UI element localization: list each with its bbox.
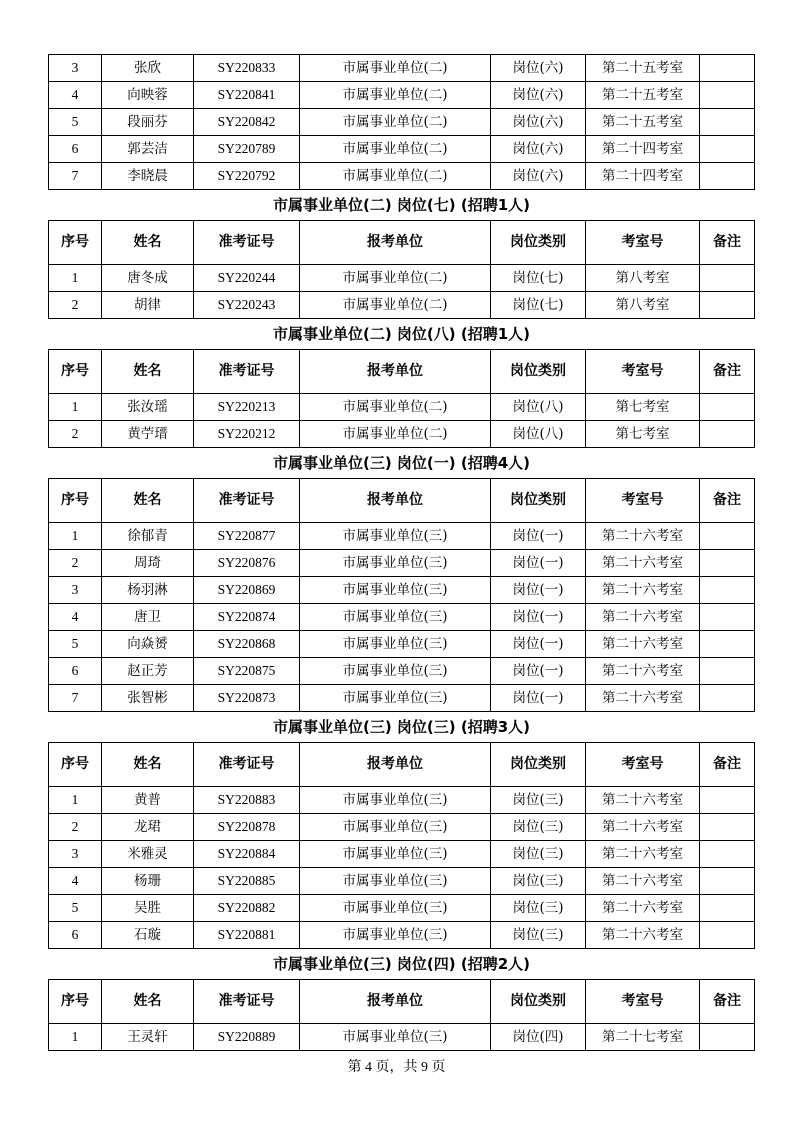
- cell-id: SY220889: [194, 1024, 300, 1051]
- section-title: 市属事业单位(三) 岗位(三) (招聘3人): [272, 718, 530, 736]
- cell-post: 岗位(三): [491, 841, 586, 868]
- section-title-row: [49, 319, 755, 350]
- cell-note: [700, 631, 755, 658]
- column-header-room: 考室号: [586, 479, 700, 523]
- cell-no: 6: [49, 922, 102, 949]
- table-row: [49, 523, 755, 550]
- cell-room: 第二十五考室: [586, 109, 700, 136]
- cell-unit: 市属事业单位(三): [300, 922, 491, 949]
- cell-no: 4: [49, 868, 102, 895]
- cell-note: [700, 292, 755, 319]
- cell-post: 岗位(一): [491, 550, 586, 577]
- cell-unit: 市属事业单位(三): [300, 841, 491, 868]
- cell-id: SY220873: [194, 685, 300, 712]
- cell-post: 岗位(三): [491, 787, 586, 814]
- section-title-row: [49, 949, 755, 980]
- column-header-name: 姓名: [102, 221, 194, 265]
- cell-post: 岗位(一): [491, 604, 586, 631]
- column-header-note: 备注: [700, 980, 755, 1024]
- cell-no: 3: [49, 577, 102, 604]
- column-header-post: 岗位类别: [491, 350, 586, 394]
- cell-name: 张智彬: [102, 685, 194, 712]
- header-row: [49, 479, 755, 523]
- exam-table: [48, 54, 755, 1051]
- column-header-note: 备注: [700, 221, 755, 265]
- cell-post: 岗位(八): [491, 421, 586, 448]
- table-row: [49, 658, 755, 685]
- cell-unit: 市属事业单位(三): [300, 658, 491, 685]
- cell-room: 第二十六考室: [586, 895, 700, 922]
- column-header-id: 准考证号: [194, 980, 300, 1024]
- column-header-unit: 报考单位: [300, 743, 491, 787]
- cell-post: 岗位(一): [491, 658, 586, 685]
- cell-id: SY220244: [194, 265, 300, 292]
- table-row: [49, 394, 755, 421]
- cell-post: 岗位(六): [491, 163, 586, 190]
- cell-room: 第二十四考室: [586, 136, 700, 163]
- cell-name: 赵正芳: [102, 658, 194, 685]
- document-page: [48, 54, 754, 1051]
- cell-room: 第二十六考室: [586, 550, 700, 577]
- cell-name: 王灵轩: [102, 1024, 194, 1051]
- cell-room: 第二十六考室: [586, 604, 700, 631]
- column-header-unit: 报考单位: [300, 479, 491, 523]
- cell-post: 岗位(三): [491, 895, 586, 922]
- cell-post: 岗位(三): [491, 922, 586, 949]
- table-row: [49, 577, 755, 604]
- column-header-id: 准考证号: [194, 221, 300, 265]
- column-header-unit: 报考单位: [300, 221, 491, 265]
- cell-no: 5: [49, 895, 102, 922]
- cell-room: 第二十六考室: [586, 577, 700, 604]
- cell-no: 5: [49, 109, 102, 136]
- cell-id: SY220243: [194, 292, 300, 319]
- cell-id: SY220212: [194, 421, 300, 448]
- cell-room: 第二十六考室: [586, 814, 700, 841]
- column-header-room: 考室号: [586, 350, 700, 394]
- table-row: [49, 841, 755, 868]
- column-header-unit: 报考单位: [300, 350, 491, 394]
- cell-note: [700, 136, 755, 163]
- cell-note: [700, 1024, 755, 1051]
- table-row: [49, 421, 755, 448]
- cell-unit: 市属事业单位(三): [300, 631, 491, 658]
- cell-unit: 市属事业单位(二): [300, 109, 491, 136]
- cell-name: 向焱赟: [102, 631, 194, 658]
- cell-no: 4: [49, 604, 102, 631]
- cell-name: 郭芸洁: [102, 136, 194, 163]
- cell-post: 岗位(六): [491, 82, 586, 109]
- cell-no: 3: [49, 841, 102, 868]
- cell-room: 第八考室: [586, 292, 700, 319]
- column-header-post: 岗位类别: [491, 980, 586, 1024]
- cell-room: 第二十六考室: [586, 523, 700, 550]
- section-title-row: [49, 190, 755, 221]
- cell-no: 5: [49, 631, 102, 658]
- cell-no: 2: [49, 550, 102, 577]
- column-header-no: 序号: [49, 743, 102, 787]
- cell-name: 周琦: [102, 550, 194, 577]
- cell-post: 岗位(七): [491, 265, 586, 292]
- cell-unit: 市属事业单位(三): [300, 1024, 491, 1051]
- cell-id: SY220213: [194, 394, 300, 421]
- cell-name: 黄苧瑨: [102, 421, 194, 448]
- cell-no: 4: [49, 82, 102, 109]
- cell-name: 吴胜: [102, 895, 194, 922]
- cell-post: 岗位(六): [491, 55, 586, 82]
- cell-room: 第七考室: [586, 394, 700, 421]
- table-row: [49, 550, 755, 577]
- section-title: 市属事业单位(二) 岗位(七) (招聘1人): [272, 196, 530, 214]
- cell-name: 段丽芬: [102, 109, 194, 136]
- cell-id: SY220878: [194, 814, 300, 841]
- section-title: 市属事业单位(二) 岗位(八) (招聘1人): [272, 325, 530, 343]
- cell-no: 6: [49, 658, 102, 685]
- table-row: [49, 82, 755, 109]
- cell-note: [700, 109, 755, 136]
- cell-id: SY220875: [194, 658, 300, 685]
- column-header-no: 序号: [49, 350, 102, 394]
- header-row: [49, 350, 755, 394]
- cell-id: SY220876: [194, 550, 300, 577]
- header-row: [49, 743, 755, 787]
- cell-note: [700, 421, 755, 448]
- cell-unit: 市属事业单位(三): [300, 868, 491, 895]
- cell-room: 第二十六考室: [586, 868, 700, 895]
- cell-post: 岗位(一): [491, 523, 586, 550]
- cell-id: SY220877: [194, 523, 300, 550]
- column-header-room: 考室号: [586, 221, 700, 265]
- cell-post: 岗位(七): [491, 292, 586, 319]
- cell-unit: 市属事业单位(三): [300, 550, 491, 577]
- cell-unit: 市属事业单位(二): [300, 265, 491, 292]
- cell-room: 第二十七考室: [586, 1024, 700, 1051]
- cell-unit: 市属事业单位(三): [300, 787, 491, 814]
- table-row: [49, 109, 755, 136]
- column-header-note: 备注: [700, 479, 755, 523]
- cell-id: SY220882: [194, 895, 300, 922]
- cell-post: 岗位(一): [491, 577, 586, 604]
- cell-room: 第二十五考室: [586, 82, 700, 109]
- cell-id: SY220833: [194, 55, 300, 82]
- cell-unit: 市属事业单位(三): [300, 814, 491, 841]
- cell-name: 石璇: [102, 922, 194, 949]
- cell-name: 向映蓉: [102, 82, 194, 109]
- cell-note: [700, 604, 755, 631]
- column-header-room: 考室号: [586, 980, 700, 1024]
- cell-post: 岗位(一): [491, 631, 586, 658]
- cell-note: [700, 658, 755, 685]
- cell-room: 第二十六考室: [586, 841, 700, 868]
- cell-unit: 市属事业单位(三): [300, 604, 491, 631]
- page-footer: 第 4 页，共 9 页: [347, 1060, 446, 1075]
- cell-no: 7: [49, 163, 102, 190]
- cell-name: 黄普: [102, 787, 194, 814]
- column-header-name: 姓名: [102, 743, 194, 787]
- column-header-id: 准考证号: [194, 743, 300, 787]
- cell-name: 唐卫: [102, 604, 194, 631]
- cell-note: [700, 922, 755, 949]
- cell-note: [700, 550, 755, 577]
- cell-name: 杨羽淋: [102, 577, 194, 604]
- cell-unit: 市属事业单位(三): [300, 523, 491, 550]
- cell-note: [700, 814, 755, 841]
- cell-post: 岗位(一): [491, 685, 586, 712]
- cell-unit: 市属事业单位(二): [300, 292, 491, 319]
- column-header-room: 考室号: [586, 743, 700, 787]
- cell-name: 杨珊: [102, 868, 194, 895]
- column-header-post: 岗位类别: [491, 221, 586, 265]
- cell-note: [700, 868, 755, 895]
- cell-id: SY220883: [194, 787, 300, 814]
- cell-no: 1: [49, 394, 102, 421]
- cell-note: [700, 685, 755, 712]
- table-row: [49, 631, 755, 658]
- cell-name: 龙珺: [102, 814, 194, 841]
- cell-id: SY220841: [194, 82, 300, 109]
- header-row: [49, 980, 755, 1024]
- column-header-no: 序号: [49, 980, 102, 1024]
- column-header-no: 序号: [49, 479, 102, 523]
- table-row: [49, 163, 755, 190]
- column-header-name: 姓名: [102, 350, 194, 394]
- cell-no: 7: [49, 685, 102, 712]
- cell-room: 第二十六考室: [586, 685, 700, 712]
- cell-unit: 市属事业单位(二): [300, 163, 491, 190]
- column-header-id: 准考证号: [194, 350, 300, 394]
- table-row: [49, 55, 755, 82]
- cell-name: 张欣: [102, 55, 194, 82]
- cell-no: 6: [49, 136, 102, 163]
- cell-room: 第二十五考室: [586, 55, 700, 82]
- table-row: [49, 136, 755, 163]
- cell-room: 第二十六考室: [586, 922, 700, 949]
- cell-room: 第七考室: [586, 421, 700, 448]
- cell-unit: 市属事业单位(二): [300, 394, 491, 421]
- cell-no: 2: [49, 814, 102, 841]
- cell-name: 张汝瑶: [102, 394, 194, 421]
- cell-name: 唐冬成: [102, 265, 194, 292]
- cell-note: [700, 265, 755, 292]
- column-header-note: 备注: [700, 743, 755, 787]
- section-title-row: [49, 712, 755, 743]
- cell-room: 第二十六考室: [586, 787, 700, 814]
- cell-post: 岗位(八): [491, 394, 586, 421]
- cell-name: 李晓晨: [102, 163, 194, 190]
- cell-no: 2: [49, 421, 102, 448]
- cell-id: SY220884: [194, 841, 300, 868]
- cell-note: [700, 394, 755, 421]
- column-header-unit: 报考单位: [300, 980, 491, 1024]
- table-row: [49, 922, 755, 949]
- cell-post: 岗位(三): [491, 868, 586, 895]
- cell-id: SY220885: [194, 868, 300, 895]
- cell-id: SY220869: [194, 577, 300, 604]
- section-title: 市属事业单位(三) 岗位(一) (招聘4人): [272, 454, 530, 472]
- cell-id: SY220792: [194, 163, 300, 190]
- column-header-name: 姓名: [102, 980, 194, 1024]
- cell-unit: 市属事业单位(二): [300, 136, 491, 163]
- cell-name: 胡律: [102, 292, 194, 319]
- table-row: [49, 787, 755, 814]
- cell-no: 2: [49, 292, 102, 319]
- cell-room: 第二十四考室: [586, 163, 700, 190]
- table-row: [49, 292, 755, 319]
- cell-note: [700, 787, 755, 814]
- cell-id: SY220868: [194, 631, 300, 658]
- cell-note: [700, 55, 755, 82]
- cell-no: 1: [49, 523, 102, 550]
- cell-name: 米雅灵: [102, 841, 194, 868]
- section-title-row: [49, 448, 755, 479]
- column-header-no: 序号: [49, 221, 102, 265]
- cell-unit: 市属事业单位(三): [300, 685, 491, 712]
- cell-no: 1: [49, 787, 102, 814]
- table-row: [49, 1024, 755, 1051]
- cell-room: 第八考室: [586, 265, 700, 292]
- cell-id: SY220842: [194, 109, 300, 136]
- cell-post: 岗位(六): [491, 136, 586, 163]
- cell-post: 岗位(四): [491, 1024, 586, 1051]
- cell-no: 3: [49, 55, 102, 82]
- table-row: [49, 604, 755, 631]
- cell-unit: 市属事业单位(二): [300, 421, 491, 448]
- section-title: 市属事业单位(三) 岗位(四) (招聘2人): [272, 955, 530, 973]
- column-header-name: 姓名: [102, 479, 194, 523]
- cell-unit: 市属事业单位(二): [300, 82, 491, 109]
- table-row: [49, 265, 755, 292]
- cell-unit: 市属事业单位(二): [300, 55, 491, 82]
- table-row: [49, 895, 755, 922]
- cell-id: SY220874: [194, 604, 300, 631]
- cell-unit: 市属事业单位(三): [300, 895, 491, 922]
- cell-note: [700, 841, 755, 868]
- cell-note: [700, 523, 755, 550]
- column-header-id: 准考证号: [194, 479, 300, 523]
- table-row: [49, 814, 755, 841]
- cell-room: 第二十六考室: [586, 658, 700, 685]
- cell-note: [700, 577, 755, 604]
- cell-room: 第二十六考室: [586, 631, 700, 658]
- cell-id: SY220789: [194, 136, 300, 163]
- table-row: [49, 685, 755, 712]
- cell-note: [700, 163, 755, 190]
- cell-unit: 市属事业单位(三): [300, 577, 491, 604]
- cell-note: [700, 895, 755, 922]
- column-header-note: 备注: [700, 350, 755, 394]
- column-header-post: 岗位类别: [491, 479, 586, 523]
- table-row: [49, 868, 755, 895]
- cell-no: 1: [49, 265, 102, 292]
- cell-note: [700, 82, 755, 109]
- cell-name: 徐郁青: [102, 523, 194, 550]
- cell-post: 岗位(三): [491, 814, 586, 841]
- cell-no: 1: [49, 1024, 102, 1051]
- column-header-post: 岗位类别: [491, 743, 586, 787]
- header-row: [49, 221, 755, 265]
- cell-post: 岗位(六): [491, 109, 586, 136]
- cell-id: SY220881: [194, 922, 300, 949]
